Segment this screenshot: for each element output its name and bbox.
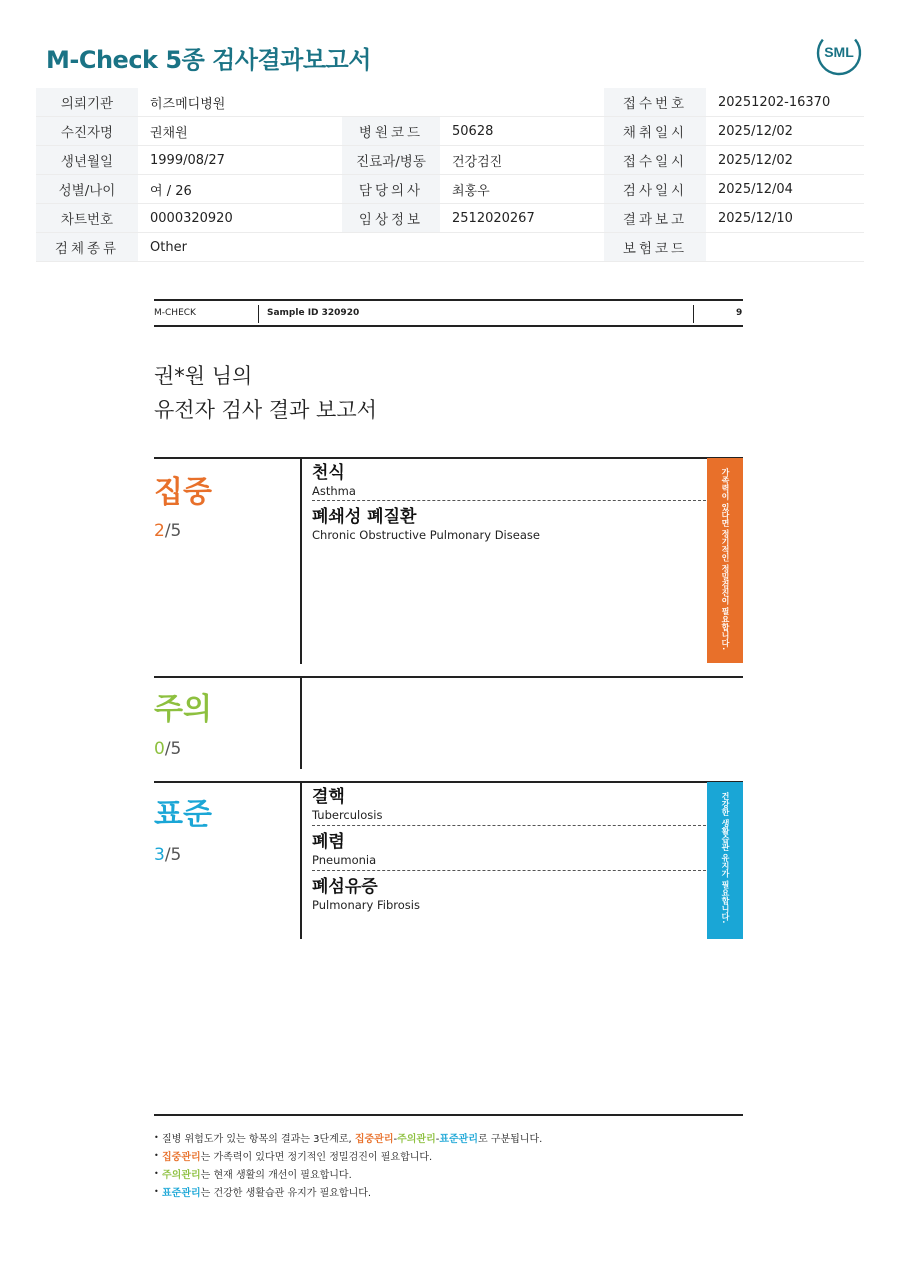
footnote-text: - [393, 1134, 398, 1145]
value-test-date: 2025/12/04 [706, 175, 864, 204]
info-row [36, 233, 864, 262]
label-sex-age: 성별/나이 [36, 175, 138, 204]
logo-text: SML [824, 44, 854, 60]
disease-separator [312, 870, 706, 871]
footnote-line [154, 1184, 743, 1202]
footnote-standard-key: 표준관리 [439, 1134, 478, 1145]
disease-item [312, 832, 706, 867]
footnote-line [154, 1166, 743, 1184]
value-sex-age: 여 / 26 [138, 175, 342, 204]
disease-separator [312, 500, 706, 501]
disease-name-en: Pulmonary Fibrosis [312, 898, 420, 912]
info-row [36, 204, 864, 233]
focus-count-value: 2 [154, 521, 165, 541]
patient-info-table [36, 88, 864, 262]
value-report-date: 2025/12/10 [706, 204, 864, 233]
footnote-standard-key: 표준관리 [162, 1188, 201, 1199]
bullet-icon: • [154, 1133, 159, 1142]
focus-side-note: 가족력이 있다면 정기적인 정밀검진이 필요합니다. [707, 458, 743, 663]
disease-item [312, 507, 706, 542]
empty-cell [440, 88, 604, 117]
info-row [36, 117, 864, 146]
value-clinical-info: 2512020267 [440, 204, 604, 233]
label-test-date: 검사일시 [604, 175, 706, 204]
label-patient-name: 수진자명 [36, 117, 138, 146]
footnote-text: 질병 위험도가 있는 항목의 결과는 3단계로, [162, 1134, 355, 1145]
page-title [154, 359, 377, 427]
value-specimen-type: Other [138, 233, 342, 262]
disease-item [312, 463, 706, 498]
footnote-text: 는 건강한 생활습관 유지가 필요합니다. [200, 1188, 372, 1199]
label-insurance-code: 보험코드 [604, 233, 706, 262]
value-requesting-institution: 히즈메디병원 [138, 88, 342, 117]
bullet-icon: • [154, 1169, 159, 1178]
empty-cell [342, 233, 440, 262]
footnote-focus-key: 집중관리 [354, 1134, 394, 1145]
category-standard-count [154, 845, 181, 865]
section-rule [154, 457, 743, 459]
footnote-text: 는 현재 생활의 개선이 필요합니다. [200, 1170, 352, 1181]
section-focus [154, 457, 743, 664]
footnote-line [154, 1148, 743, 1166]
standard-count-total: /5 [164, 845, 182, 865]
sml-logo [816, 30, 862, 76]
label-chart-number: 차트번호 [36, 204, 138, 233]
label-physician: 담당의사 [342, 175, 440, 204]
empty-cell [342, 88, 440, 117]
empty-cell [440, 233, 604, 262]
report-page [154, 299, 743, 1199]
disease-item [312, 787, 706, 822]
label-receipt-date: 접수일시 [604, 146, 706, 175]
disease-name-en: Pneumonia [312, 853, 377, 867]
standard-count-value: 3 [154, 845, 165, 865]
page-header-brand: M-CHECK [154, 308, 196, 318]
disease-name-en: Tuberculosis [312, 808, 383, 822]
category-standard-name: 표준 [154, 797, 212, 832]
label-requesting-institution: 의뢰기관 [36, 88, 138, 117]
label-hospital-code: 병원코드 [342, 117, 440, 146]
disease-name-en: Asthma [312, 484, 356, 498]
disease-name-kr: 천식 [312, 463, 345, 483]
footnote-text: 는 가족력이 있다면 정기적인 정밀검진이 필요합니다. [200, 1152, 433, 1163]
section-divider [300, 457, 302, 664]
disease-item [312, 877, 706, 912]
sample-id: Sample ID 320920 [267, 308, 360, 318]
page-number: 9 [736, 308, 743, 318]
disease-separator [312, 825, 706, 826]
footnote-caution-key: 주의관리 [397, 1134, 436, 1145]
section-standard [154, 781, 743, 939]
page-title-line-1: 권*원 님의 [154, 364, 253, 388]
section-caution [154, 676, 743, 769]
label-report-date: 결과보고 [604, 204, 706, 233]
category-caution-count [154, 739, 181, 759]
footnote-text: 로 구분됩니다. [477, 1134, 543, 1145]
label-collection-date: 채취일시 [604, 117, 706, 146]
disease-name-kr: 폐섬유증 [312, 877, 378, 897]
page-title-line-2: 유전자 검사 결과 보고서 [154, 398, 377, 422]
header-divider [258, 305, 259, 323]
label-specimen-type: 검체종류 [36, 233, 138, 262]
caution-count-value: 0 [154, 739, 165, 759]
value-department: 건강검진 [440, 146, 604, 175]
value-receipt-date: 2025/12/02 [706, 146, 864, 175]
report-title: M-Check 5종 검사결과보고서 [46, 46, 371, 74]
focus-count-total: /5 [164, 521, 182, 541]
disease-name-kr: 폐쇄성 폐질환 [312, 507, 417, 527]
bullet-icon: • [154, 1151, 159, 1160]
footnote-line [154, 1130, 743, 1148]
section-rule [154, 781, 743, 783]
info-row [36, 175, 864, 204]
category-focus-name: 집중 [154, 475, 212, 510]
label-department: 진료과/병동 [342, 146, 440, 175]
header-bottom-rule [154, 325, 743, 327]
section-rule [154, 676, 743, 678]
header-divider [693, 305, 694, 323]
info-row [36, 146, 864, 175]
value-receipt-number: 20251202-16370 [706, 88, 864, 117]
caution-count-total: /5 [164, 739, 182, 759]
value-birth-date: 1999/08/27 [138, 146, 342, 175]
value-insurance-code [706, 233, 864, 262]
value-physician: 최홍우 [440, 175, 604, 204]
footnote-focus-key: 집중관리 [162, 1152, 201, 1163]
section-divider [300, 781, 302, 939]
section-divider [300, 676, 302, 769]
label-clinical-info: 임상정보 [342, 204, 440, 233]
bullet-icon: • [154, 1187, 159, 1196]
footnote-text: - [435, 1134, 440, 1145]
info-row [36, 88, 864, 117]
footnote-caution-key: 주의관리 [162, 1170, 201, 1181]
value-collection-date: 2025/12/02 [706, 117, 864, 146]
value-hospital-code: 50628 [440, 117, 604, 146]
disease-name-kr: 폐렴 [312, 832, 345, 852]
value-chart-number: 0000320920 [138, 204, 342, 233]
disease-name-en: Chronic Obstructive Pulmonary Disease [312, 528, 540, 542]
disease-name-kr: 결핵 [312, 787, 345, 807]
value-patient-name: 권채원 [138, 117, 342, 146]
standard-side-note: 건강한 생활습관 유지가 필요합니다. [707, 782, 743, 939]
header-top-rule [154, 299, 743, 301]
label-birth-date: 생년월일 [36, 146, 138, 175]
category-caution-name: 주의 [154, 692, 212, 727]
category-focus-count [154, 521, 181, 541]
label-receipt-number: 접수번호 [604, 88, 706, 117]
footnotes [154, 1114, 743, 1202]
